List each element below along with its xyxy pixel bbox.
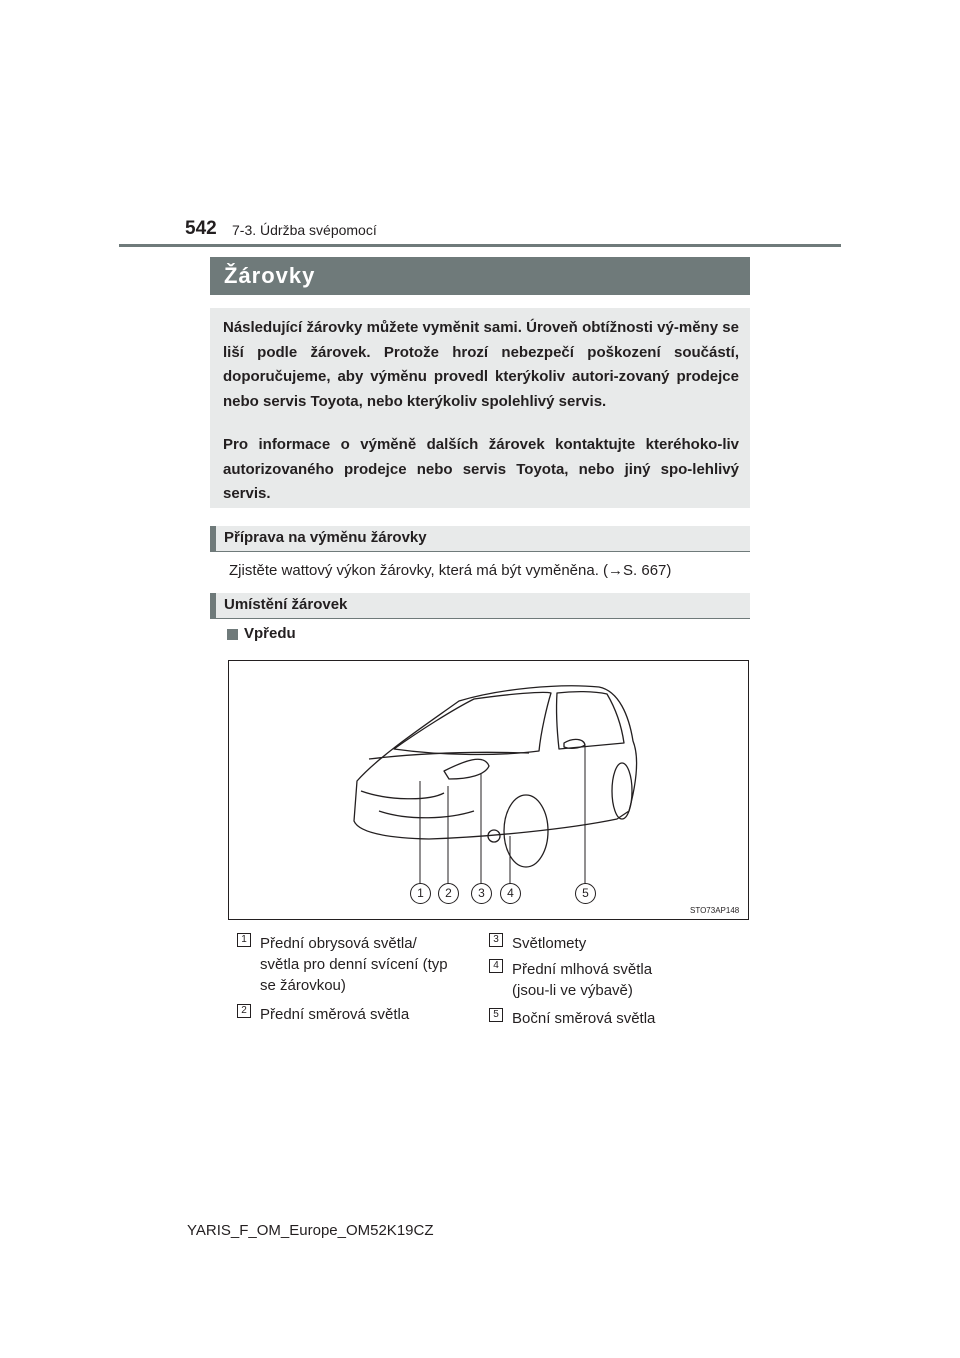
legend-number-1: 1 xyxy=(237,933,251,947)
page-title: Žárovky xyxy=(224,263,316,288)
legend-number-2: 2 xyxy=(237,1004,251,1018)
callout-4: 4 xyxy=(500,883,521,904)
legend-text-5: Boční směrová světla xyxy=(512,1010,656,1027)
car-figure xyxy=(228,660,749,920)
callout-3: 3 xyxy=(471,883,492,904)
car-grille xyxy=(361,791,474,818)
legend-text-3: Světlomety xyxy=(512,935,587,952)
callout-5: 5 xyxy=(575,883,596,904)
title-bar xyxy=(210,257,750,295)
callout-lines xyxy=(420,745,585,887)
legend-number-3: 3 xyxy=(489,933,503,947)
legend-number-4: 4 xyxy=(489,959,503,973)
square-bullet-icon xyxy=(227,629,238,640)
prep-heading xyxy=(210,526,750,552)
car-illustration xyxy=(229,661,748,919)
prep-text: Zjistěte wattový výkon žárovky, která má být vyměněna. (→S. 667) xyxy=(229,562,672,579)
car-headlight xyxy=(444,759,489,779)
section-label: 7-3. Údržba svépomocí xyxy=(232,222,377,238)
legend-text-1: Přední obrysová světla/ světla pro denní svícení (typ se žárovkou) xyxy=(260,935,448,994)
front-subheading: Vpředu xyxy=(244,625,296,642)
intro-paragraph-2: Pro informace o výměně dalších žárovek kontaktujte kteréhoko-liv autorizovaného prodejce nebo servis Toyota, nebo jiný spo-lehlivý servis. xyxy=(223,436,739,502)
legend-text-2: Přední směrová světla xyxy=(260,1006,410,1023)
page-number: 542 xyxy=(185,218,217,239)
callout-1: 1 xyxy=(410,883,431,904)
locations-heading-text: Umístění žárovek xyxy=(224,596,348,613)
car-side-window xyxy=(557,692,624,749)
header-rule xyxy=(119,244,841,247)
intro-box xyxy=(210,308,750,508)
legend-number-5: 5 xyxy=(489,1008,503,1022)
footer-doc-code: YARIS_F_OM_Europe_OM52K19CZ xyxy=(187,1222,434,1239)
prep-heading-text: Příprava na výměnu žárovky xyxy=(224,529,427,546)
locations-heading xyxy=(210,593,750,619)
callout-2: 2 xyxy=(438,883,459,904)
car-windshield xyxy=(394,692,551,754)
legend-text-4: Přední mlhová světla (jsou-li ve výbavě) xyxy=(512,961,653,999)
figure-code: STO73AP148 xyxy=(690,906,740,915)
car-rear-wheel xyxy=(612,763,632,819)
intro-paragraph-1: Následující žárovky můžete vyměnit sami. Úroveň obtížnosti vý-měny se liší podle žárovek. Protože hrozí nebezpečí poškození součástí, doporučujeme, aby výměnu provedl kterýkoliv autori-zovaný prodejce nebo servis Toyota, nebo kterýkoliv spolehlivý servis. xyxy=(223,319,739,410)
